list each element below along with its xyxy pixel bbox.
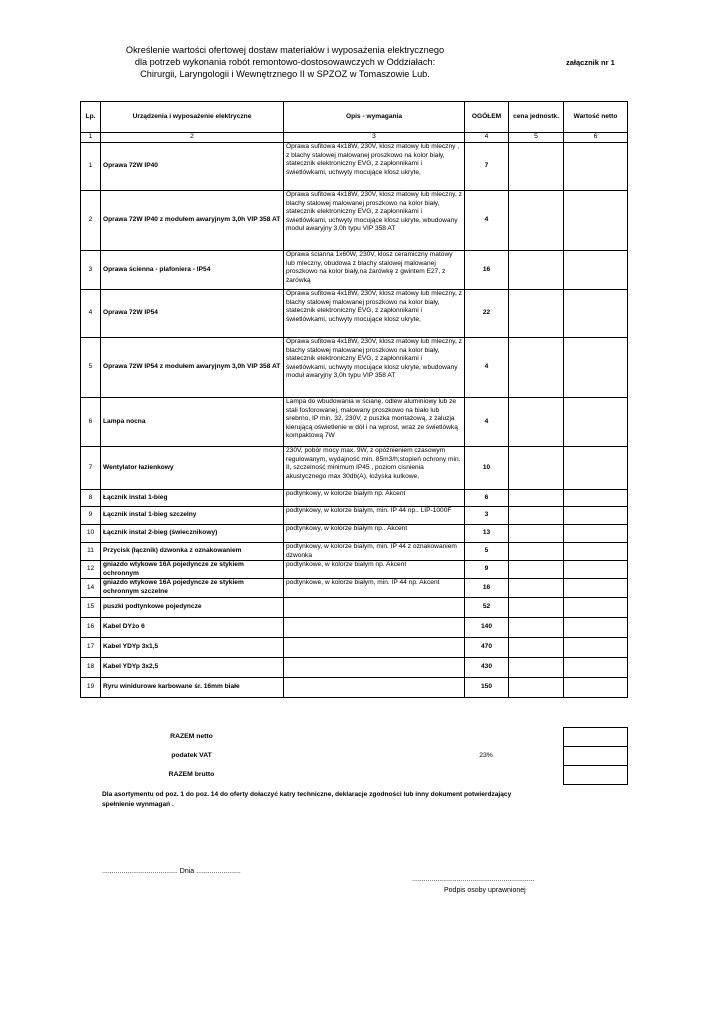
row-name: Oprawa 72W IP54: [101, 290, 284, 338]
row-lp: 19: [81, 677, 101, 697]
attachment-note: Dla asortymentu od poz. 1 do poz. 14 do oferty dołaczyć katry techniczne, deklaracje zgodności lub inny dokument potwierdzający spełnienie wynmagań .: [102, 791, 512, 808]
row-lp: 12: [81, 561, 101, 579]
table-row: [81, 507, 628, 525]
row-quantity: 4: [465, 191, 509, 251]
col-header: OGÓŁEM: [465, 102, 509, 133]
row-unit-price: [509, 447, 564, 490]
row-description: Oprawa sufitowa 4x18W, 230V, klosz matowy lub mleczny, z blachy stalowej malowanej proszkowo na kolor biały, statecznik elektroniczny EVG, z zapłonnikami i świetlówkami, uchwyty mocujące klosz ukryte, wbudowany moduł awaryjny 3,0h typu VIP 358 AT: [284, 338, 465, 398]
row-lp: 2: [81, 191, 101, 251]
row-name: Oprawa 72W IP54 z modułem awaryjnym 3,0h VIP 358 AT: [101, 338, 284, 398]
row-description: 230V, pobór mocy max. 9W, z opóźnieniem czasowym regulowanym, wydajność min. 85m3/h;stopień ochrony min. II, szczelność minimum IP45 , poziom cisnienia akustycznego max 30db(A), łożyska kulkowe,: [284, 447, 465, 490]
vat-label: podatek VAT: [171, 751, 212, 759]
row-net-value: [564, 290, 628, 338]
row-description: Oprawa sufitowa 4x18W, 230V, klosz matowy lub mleczny , z blachy stalowej malowanej proszkowo na kolor biały, statecznik elektroniczny EVG, z zapłonnikami i świetlówkami, uchwyty mocujące klosz ukryte,: [284, 143, 465, 191]
row-name: gniazdo wtykowe 16A pojedyncze ze stykiem ochronnym: [101, 561, 284, 579]
table-row: [81, 597, 628, 617]
table-row: [81, 677, 628, 697]
table-row: [81, 143, 628, 191]
title-line: dla potrzeb wykonania robót remontowo-dostosowawczych w Oddziałach:: [134, 57, 436, 67]
row-net-value: [564, 677, 628, 697]
table-row: [81, 561, 628, 579]
document-title: [120, 44, 450, 80]
row-net-value: [564, 579, 628, 597]
row-net-value: [564, 543, 628, 561]
row-description: podtynkowy, w kolorze białym np.. Akcent: [284, 525, 465, 543]
row-quantity: 9: [465, 561, 509, 579]
row-lp: 9: [81, 507, 101, 525]
row-net-value: [564, 191, 628, 251]
row-quantity: 10: [465, 447, 509, 490]
row-net-value: [564, 398, 628, 447]
table-row: [81, 447, 628, 490]
signature-label: Podpis osoby uprawnionej: [444, 887, 526, 894]
col-number: 4: [465, 133, 509, 143]
row-quantity: 140: [465, 617, 509, 637]
row-unit-price: [509, 191, 564, 251]
row-net-value: [564, 637, 628, 657]
row-name: Łącznik instal 2-bieg (świecznikowy): [101, 525, 284, 543]
col-header: Lp.: [81, 102, 101, 133]
row-unit-price: [509, 507, 564, 525]
table-row: [81, 617, 628, 637]
row-lp: 6: [81, 398, 101, 447]
col-number: 2: [101, 133, 284, 143]
row-quantity: 16: [465, 579, 509, 597]
row-name: Kabel YDYp 3x1,5: [101, 637, 284, 657]
row-net-value: [564, 561, 628, 579]
row-net-value: [564, 338, 628, 398]
row-quantity: 150: [465, 677, 509, 697]
row-description: podtynkowe, w kolorze białym, min. IP 44 np. Akcent: [284, 579, 465, 597]
row-lp: 17: [81, 637, 101, 657]
row-description: Oprawa sufitowa 4x18W, 230V, klosz matowy lub mleczny, z blachy stalowej malowanej proszkowo na kolor biały, statecznik elektroniczny EVG, z zapłonnikami i świetlówkami, uchwyty mocujące klosz ukryte,: [284, 290, 465, 338]
row-lp: 18: [81, 657, 101, 677]
row-name: gniazdo wtykowe 16A pojedyncze ze stykiem ochronnym szczelne: [101, 579, 284, 597]
row-quantity: 6: [465, 490, 509, 507]
table-row: [81, 338, 628, 398]
row-lp: 3: [81, 251, 101, 290]
row-net-value: [564, 657, 628, 677]
row-unit-price: [509, 561, 564, 579]
row-net-value: [564, 507, 628, 525]
row-quantity: 3: [465, 507, 509, 525]
row-quantity: 430: [465, 657, 509, 677]
items-table: [80, 101, 628, 698]
row-unit-price: [509, 525, 564, 543]
row-net-value: [564, 490, 628, 507]
total-netto-value: [563, 728, 627, 747]
row-name: Kabel DYżo 6: [101, 617, 284, 637]
row-unit-price: [509, 637, 564, 657]
row-quantity: 4: [465, 398, 509, 447]
vat-value: [563, 747, 627, 766]
row-name: Kabel YDYp 3x2,5: [101, 657, 284, 677]
summary-table: [80, 727, 628, 785]
row-description: [284, 677, 465, 697]
row-unit-price: [509, 290, 564, 338]
row-description: podtynkowy, w kolorze białym np. Akcent: [284, 490, 465, 507]
row-name: Oprawa ścienna - plafoniera - IP54: [101, 251, 284, 290]
table-row: [81, 191, 628, 251]
col-header: Wartość netto: [564, 102, 628, 133]
row-unit-price: [509, 657, 564, 677]
table-row: [81, 525, 628, 543]
row-net-value: [564, 143, 628, 191]
table-row: [81, 657, 628, 677]
row-description: Oprawa sufitowa 4x18W, 230V, klosz matowy lub mleczny, z blachy stalowej malowanej proszkowo na kolor biały, statecznik elektroniczny EVG, z zapłonnikami i świetlówkami, uchwyty mocujące klosz ukryte, wbudowany moduł awaryjny 3,0h typu VIP 358 AT: [284, 191, 465, 251]
row-unit-price: [509, 143, 564, 191]
row-description: podtynkowy, w kolorze białym, min. IP 44 np.. LIP-1000F: [284, 507, 465, 525]
row-quantity: 16: [465, 251, 509, 290]
row-unit-price: [509, 338, 564, 398]
row-unit-price: [509, 617, 564, 637]
row-unit-price: [509, 597, 564, 617]
row-lp: 14: [81, 579, 101, 597]
row-unit-price: [509, 490, 564, 507]
row-lp: 15: [81, 597, 101, 617]
row-lp: 5: [81, 338, 101, 398]
row-description: Lampa do wbudowania w ścianę, odlew aluminiowy lub ze stali fosforowanej, malowany proszkowo na biało lub srebrno, IP min. 32, 230V, z puszka montażową, z żaluzja kierującą oświetlenie w dół i na wprost, wraz ze świetlówką kompaktową 7W: [284, 398, 465, 447]
row-lp: 4: [81, 290, 101, 338]
row-unit-price: [509, 398, 564, 447]
annex-label: załącznik nr 1: [566, 58, 615, 67]
row-name: Ryru winidurowe karbowane śr. 16mm białe: [101, 677, 284, 697]
table-header-row: [81, 102, 628, 133]
table-row: [81, 579, 628, 597]
row-net-value: [564, 447, 628, 490]
row-quantity: 22: [465, 290, 509, 338]
row-name: Oprawa 72W IP40 z modułem awaryjnym 3,0h VIP 358 AT: [101, 191, 284, 251]
row-description: [284, 637, 465, 657]
row-name: Oprawa 72W IP40: [101, 143, 284, 191]
row-unit-price: [509, 251, 564, 290]
table-row: [81, 637, 628, 657]
row-name: Lampa nocna: [101, 398, 284, 447]
row-lp: 8: [81, 490, 101, 507]
col-number: 5: [509, 133, 564, 143]
title-line: Określenie wartości ofertowej dostaw materiałów i wyposażenia elektrycznego: [125, 45, 445, 55]
row-name: puszki podtynkowe pojedyncze: [101, 597, 284, 617]
vat-rate: 23%: [479, 751, 493, 759]
row-unit-price: [509, 579, 564, 597]
row-unit-price: [509, 677, 564, 697]
col-header: Urządzenia i wyposażenie elektryczne: [101, 102, 284, 133]
row-description: [284, 657, 465, 677]
row-net-value: [564, 525, 628, 543]
row-lp: 7: [81, 447, 101, 490]
row-name: Łącznik instal 1-bieg: [101, 490, 284, 507]
total-netto-label: RAZEM netto: [170, 732, 213, 740]
row-description: podtynkowy, w kolorze białym, min. IP 44 z oznakowaniem dzwonka: [284, 543, 465, 561]
row-lp: 1: [81, 143, 101, 191]
row-name: Wentylator łazienkowy: [101, 447, 284, 490]
row-lp: 11: [81, 543, 101, 561]
row-net-value: [564, 617, 628, 637]
row-description: [284, 597, 465, 617]
row-quantity: 7: [465, 143, 509, 191]
col-number-row: [81, 133, 628, 143]
table-row: [81, 251, 628, 290]
row-description: Oprawa ścianna 1x60W, 230V, klosz ceramiczny matowy lub mleczny, obudowa z blachy stalowej malowanej proszkowo na kolor biały,na żarówkę z gwintem E27, z żarówką: [284, 251, 465, 290]
row-name: Łącznik instal 1-bieg szczelny: [101, 507, 284, 525]
row-description: [284, 617, 465, 637]
col-number: 6: [564, 133, 628, 143]
col-number: 3: [284, 133, 465, 143]
total-brutto-label: RAZEM brutto: [168, 770, 215, 778]
total-brutto-value: [563, 766, 627, 785]
row-quantity: 4: [465, 338, 509, 398]
table-row: [81, 543, 628, 561]
col-number: 1: [81, 133, 101, 143]
row-description: podtynkowe, w kolorze białym np. Akcent: [284, 561, 465, 579]
row-quantity: 52: [465, 597, 509, 617]
row-quantity: 5: [465, 543, 509, 561]
title-line: Chirurgii, Laryngologii i Wewnętrznego II w SPZOZ w Tomaszowie Lub.: [140, 69, 430, 79]
row-quantity: 470: [465, 637, 509, 657]
row-net-value: [564, 251, 628, 290]
date-line: ....................................... Dnia .......................: [102, 868, 241, 875]
row-lp: 10: [81, 525, 101, 543]
table-row: [81, 398, 628, 447]
row-lp: 16: [81, 617, 101, 637]
table-row: [81, 490, 628, 507]
col-header: cena jednostk.: [509, 102, 564, 133]
col-header: Opis - wymagania: [284, 102, 465, 133]
signature-line: ...............................................................: [412, 876, 535, 883]
row-net-value: [564, 597, 628, 617]
table-row: [81, 290, 628, 338]
row-name: Przycisk (łącznik) dzwonka z oznakowaniem: [101, 543, 284, 561]
row-unit-price: [509, 543, 564, 561]
row-quantity: 13: [465, 525, 509, 543]
